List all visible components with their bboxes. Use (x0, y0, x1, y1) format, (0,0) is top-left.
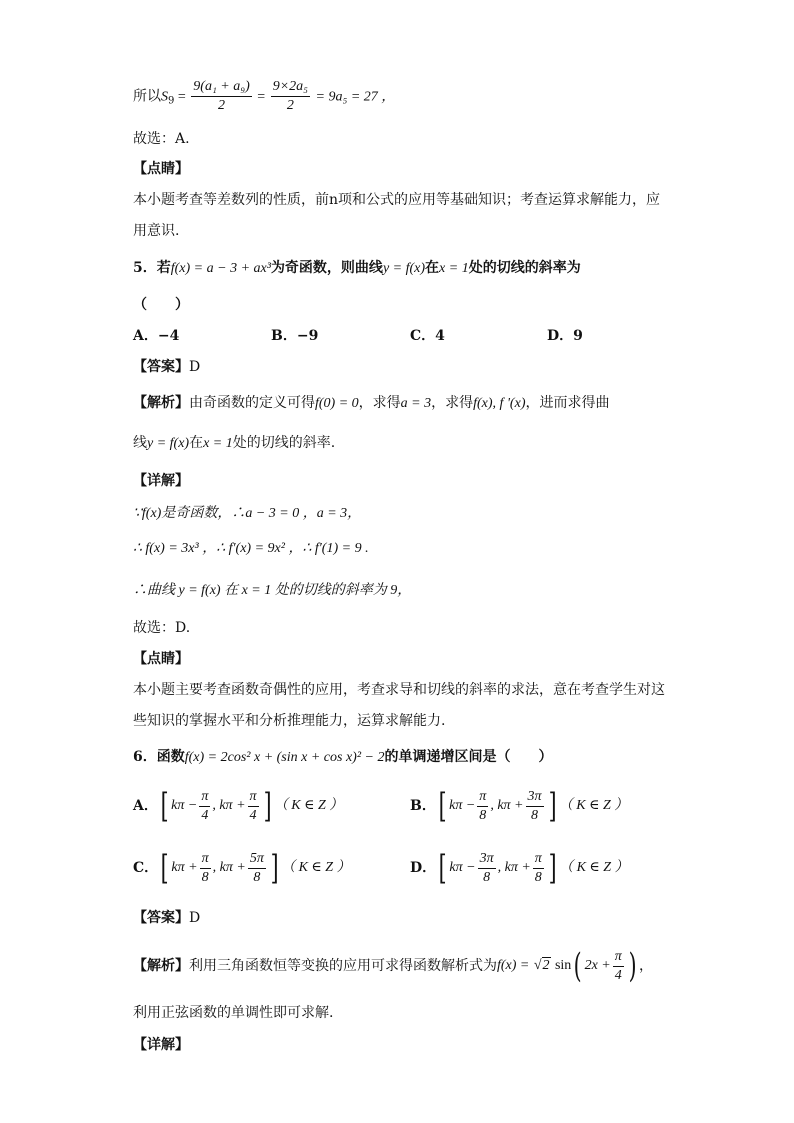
q6-c-frac-l (200, 850, 211, 887)
q6-expr: f(x) = 2cos² x + (sin x + cos x)² − 2 (184, 750, 385, 765)
q6-c-right: , kπ + (212, 860, 246, 875)
sub-9: 9 (168, 95, 175, 107)
q5-stem (133, 257, 581, 280)
q6-jiexi-sin: sin (554, 958, 572, 973)
q6-a-cond: （ K ∈ Z ） (273, 798, 344, 813)
q6-c-rn: 5π (248, 850, 266, 869)
answer-value: D (189, 359, 201, 375)
jiexi-text-d: ，进而求得曲 (525, 395, 610, 411)
q5-expr-3: x = 1 (439, 261, 469, 276)
q6-a-frac-r (248, 788, 259, 825)
q5-expr-2: y = f(x) (382, 261, 426, 276)
q5-jiexi-line-2 (133, 432, 335, 455)
q5-stem-a: 5．若 (133, 260, 171, 276)
q6-b-rn: 3π (526, 788, 544, 807)
q6-jiexi-text: 利用三角函数恒等变换的应用可求得函数解析式为 (189, 958, 497, 974)
q5-expr-1: f(x) = a − 3 + ax³ (170, 261, 271, 276)
q6-d-frac-l (478, 850, 496, 887)
jiexi-text-g: 处的切线的斜率. (232, 435, 336, 451)
q5-paren: （ ） (133, 297, 189, 313)
jiexi-text-b: ，求得 (358, 395, 401, 411)
jiexi-expr-5: x = 1 (203, 436, 233, 451)
q6-jiexi-end: ， (639, 958, 654, 974)
jiexi-text-c: ，求得 (431, 395, 474, 411)
formula-line-s9: 所以$S_9$ = $\frac{\text{9(a₁ + a₉)}}{2}$ = $\frac{\text{9×2a₅}}{2}$ = 9a₅ = 27 ， (133, 79, 396, 113)
frac1-den: 2 (218, 98, 226, 113)
q6-a-ln: π (199, 788, 210, 807)
q6-a-right: , kπ + (212, 798, 246, 813)
q6-b-right: , kπ + (490, 798, 524, 813)
eq-sign: = (174, 89, 190, 105)
q6-b-frac-r (526, 788, 544, 825)
q5-option-d: D．9 (547, 328, 583, 344)
q6-c-cond: （ K ∈ Z ） (281, 860, 351, 875)
q6-jiexi-frac-num: π (613, 948, 624, 967)
q5-detail-2: ∴ f(x) = 3x³ ，∴ f′(x) = 9x² ，∴ f′(1) = 9 . (133, 541, 369, 556)
q6-b-cond: （ K ∈ Z ） (558, 798, 629, 813)
q6-jiexi-line-1: 【解析】利用三角函数恒等变换的应用可求得函数解析式为f(x) = √2 sin( 2x + $\frac{\pi}{4}$ ) ， (133, 946, 654, 986)
q5-comment-line-1: 本小题主要考查函数奇偶性的应用，考查求导和切线的斜率的求法，意在考查学生对这 (133, 682, 665, 698)
answer-tag: 【答案】 (133, 359, 189, 375)
q5-dianjing-tag: 【点睛】 (133, 651, 189, 667)
q6-d-left: kπ − (449, 860, 476, 875)
q5-comment-line-2: 些知识的掌握水平和分析推理能力，运算求解能力. (133, 713, 446, 729)
q6-a-frac-l (199, 788, 210, 825)
q6-option-d: D．[ kπ − $\frac{3\pi}{8}$ , kπ + $\frac{\pi}{8}$ ] （ K ∈ Z ） (410, 848, 629, 888)
q6-jiexi-tag: 【解析】 (133, 958, 189, 974)
q6-a-rn: π (248, 788, 259, 807)
q5-stem-b: 为奇函数，则曲线 (270, 260, 383, 276)
q6-b-left: kπ − (449, 798, 476, 813)
formula-tail: = 9a₅ = 27 ， (312, 89, 396, 105)
q6-detail-tag: 【详解】 (133, 1037, 189, 1053)
var-s: S (161, 89, 168, 105)
text-suoyi: 所以 (133, 88, 161, 105)
jiexi-tag: 【解析】 (133, 395, 189, 411)
q6-answer (133, 907, 200, 929)
q6-c-left: kπ + (171, 860, 198, 875)
frac2-den: 2 (286, 98, 294, 113)
q6-answer-value: D (189, 910, 201, 926)
q6-c-frac-r (248, 850, 266, 887)
q6-label-d: D． (410, 860, 437, 876)
frac1-num: 9(a₁ + a₉) (191, 78, 252, 97)
q6-jiexi-inner: 2x + (584, 958, 611, 973)
comment-1-line-1: 本小题考查等差数列的性质，前n项和公式的应用等基础知识；考查运算求解能力，应 (133, 192, 661, 208)
q6-d-ld: 8 (483, 869, 491, 885)
q6-a-ld: 4 (201, 807, 209, 823)
jiexi-text-e: 线 (133, 435, 147, 451)
jiexi-expr-1: f(0) = 0 (315, 396, 359, 411)
q5-detail-1: ∵f(x)是奇函数，∴a − 3 = 0 ，a = 3， (133, 506, 362, 521)
q6-stem-a: 6．函数 (133, 749, 185, 765)
q5-jiexi-line-1 (133, 392, 609, 415)
q6-d-ln: 3π (478, 850, 496, 869)
q5-select: 故选：D. (133, 620, 191, 636)
jiexi-expr-4: y = f(x) (147, 436, 190, 451)
frac2-num: 9×2a₅ (271, 78, 310, 97)
q6-b-ld: 8 (479, 807, 487, 823)
q5-stem-c: 在 (425, 260, 440, 276)
q6-d-frac-r (533, 850, 544, 887)
q5-option-a: A．−4 (133, 328, 180, 344)
q6-b-ln: π (477, 788, 488, 807)
q6-a-left: kπ − (171, 798, 198, 813)
q5-option-c: C．4 (410, 328, 445, 344)
q6-d-rd: 8 (534, 869, 542, 885)
q6-stem (133, 746, 553, 769)
q6-d-right: , kπ + (497, 860, 531, 875)
q6-label-c: C． (133, 860, 159, 876)
q6-jiexi-f: f(x) = (497, 958, 530, 973)
q6-option-a: A．[ kπ − $\frac{\pi}{4}$ , kπ + $\frac{\pi}{4}$ ] （ K ∈ Z ） (133, 786, 344, 826)
jiexi-text-f: 在 (189, 435, 204, 451)
fraction-2 (271, 78, 310, 115)
jiexi-expr-2: a = 3 (400, 396, 432, 411)
q6-label-a: A． (133, 798, 158, 814)
q6-option-b: B．[ kπ − $\frac{\pi}{8}$ , kπ + $\frac{3\pi}{8}$ ] （ K ∈ Z ） (410, 786, 629, 826)
q6-c-rd: 8 (253, 869, 261, 885)
jiexi-expr-3: f(x), f '(x) (473, 396, 526, 411)
q6-label-b: B． (410, 798, 436, 814)
q6-d-cond: （ K ∈ Z ） (559, 860, 629, 875)
fraction-1 (191, 78, 252, 115)
q5-detail-3: ∴曲线 y = f(x) 在 x = 1 处的切线的斜率为 9， (133, 583, 412, 598)
jiexi-text-a: 由奇函数的定义可得 (189, 395, 315, 411)
q6-b-rd: 8 (531, 807, 538, 823)
q6-d-rn: π (533, 850, 544, 869)
q5-option-b: B．−9 (271, 328, 319, 344)
sqrt-symbol: √2 (533, 958, 550, 973)
q6-c-ld: 8 (201, 869, 209, 885)
dianjing-tag-1: 【点睛】 (133, 161, 189, 177)
q6-c-ln: π (200, 850, 211, 869)
q6-b-frac-l (477, 788, 488, 825)
sqrt-radicand: 2 (542, 958, 550, 973)
q5-stem-d: 处的切线的斜率为 (468, 260, 581, 276)
comment-1-line-2: 用意识. (133, 223, 180, 239)
select-answer-a: 故选：A. (133, 131, 190, 147)
q6-jiexi-frac-den: 4 (614, 967, 622, 983)
q6-answer-tag: 【答案】 (133, 910, 189, 926)
q6-jiexi-frac (613, 948, 624, 985)
q5-detail-tag: 【详解】 (133, 473, 189, 489)
q6-jiexi-line-2: 利用正弦函数的单调性即可求解. (133, 1005, 334, 1021)
q6-a-rd: 4 (249, 807, 257, 823)
q6-option-c: C．[ kπ + $\frac{\pi}{8}$ , kπ + $\frac{5\pi}{8}$ ] （ K ∈ Z ） (133, 848, 351, 888)
q6-stem-b: 的单调递增区间是（ ） (384, 749, 553, 765)
q5-answer (133, 356, 200, 378)
